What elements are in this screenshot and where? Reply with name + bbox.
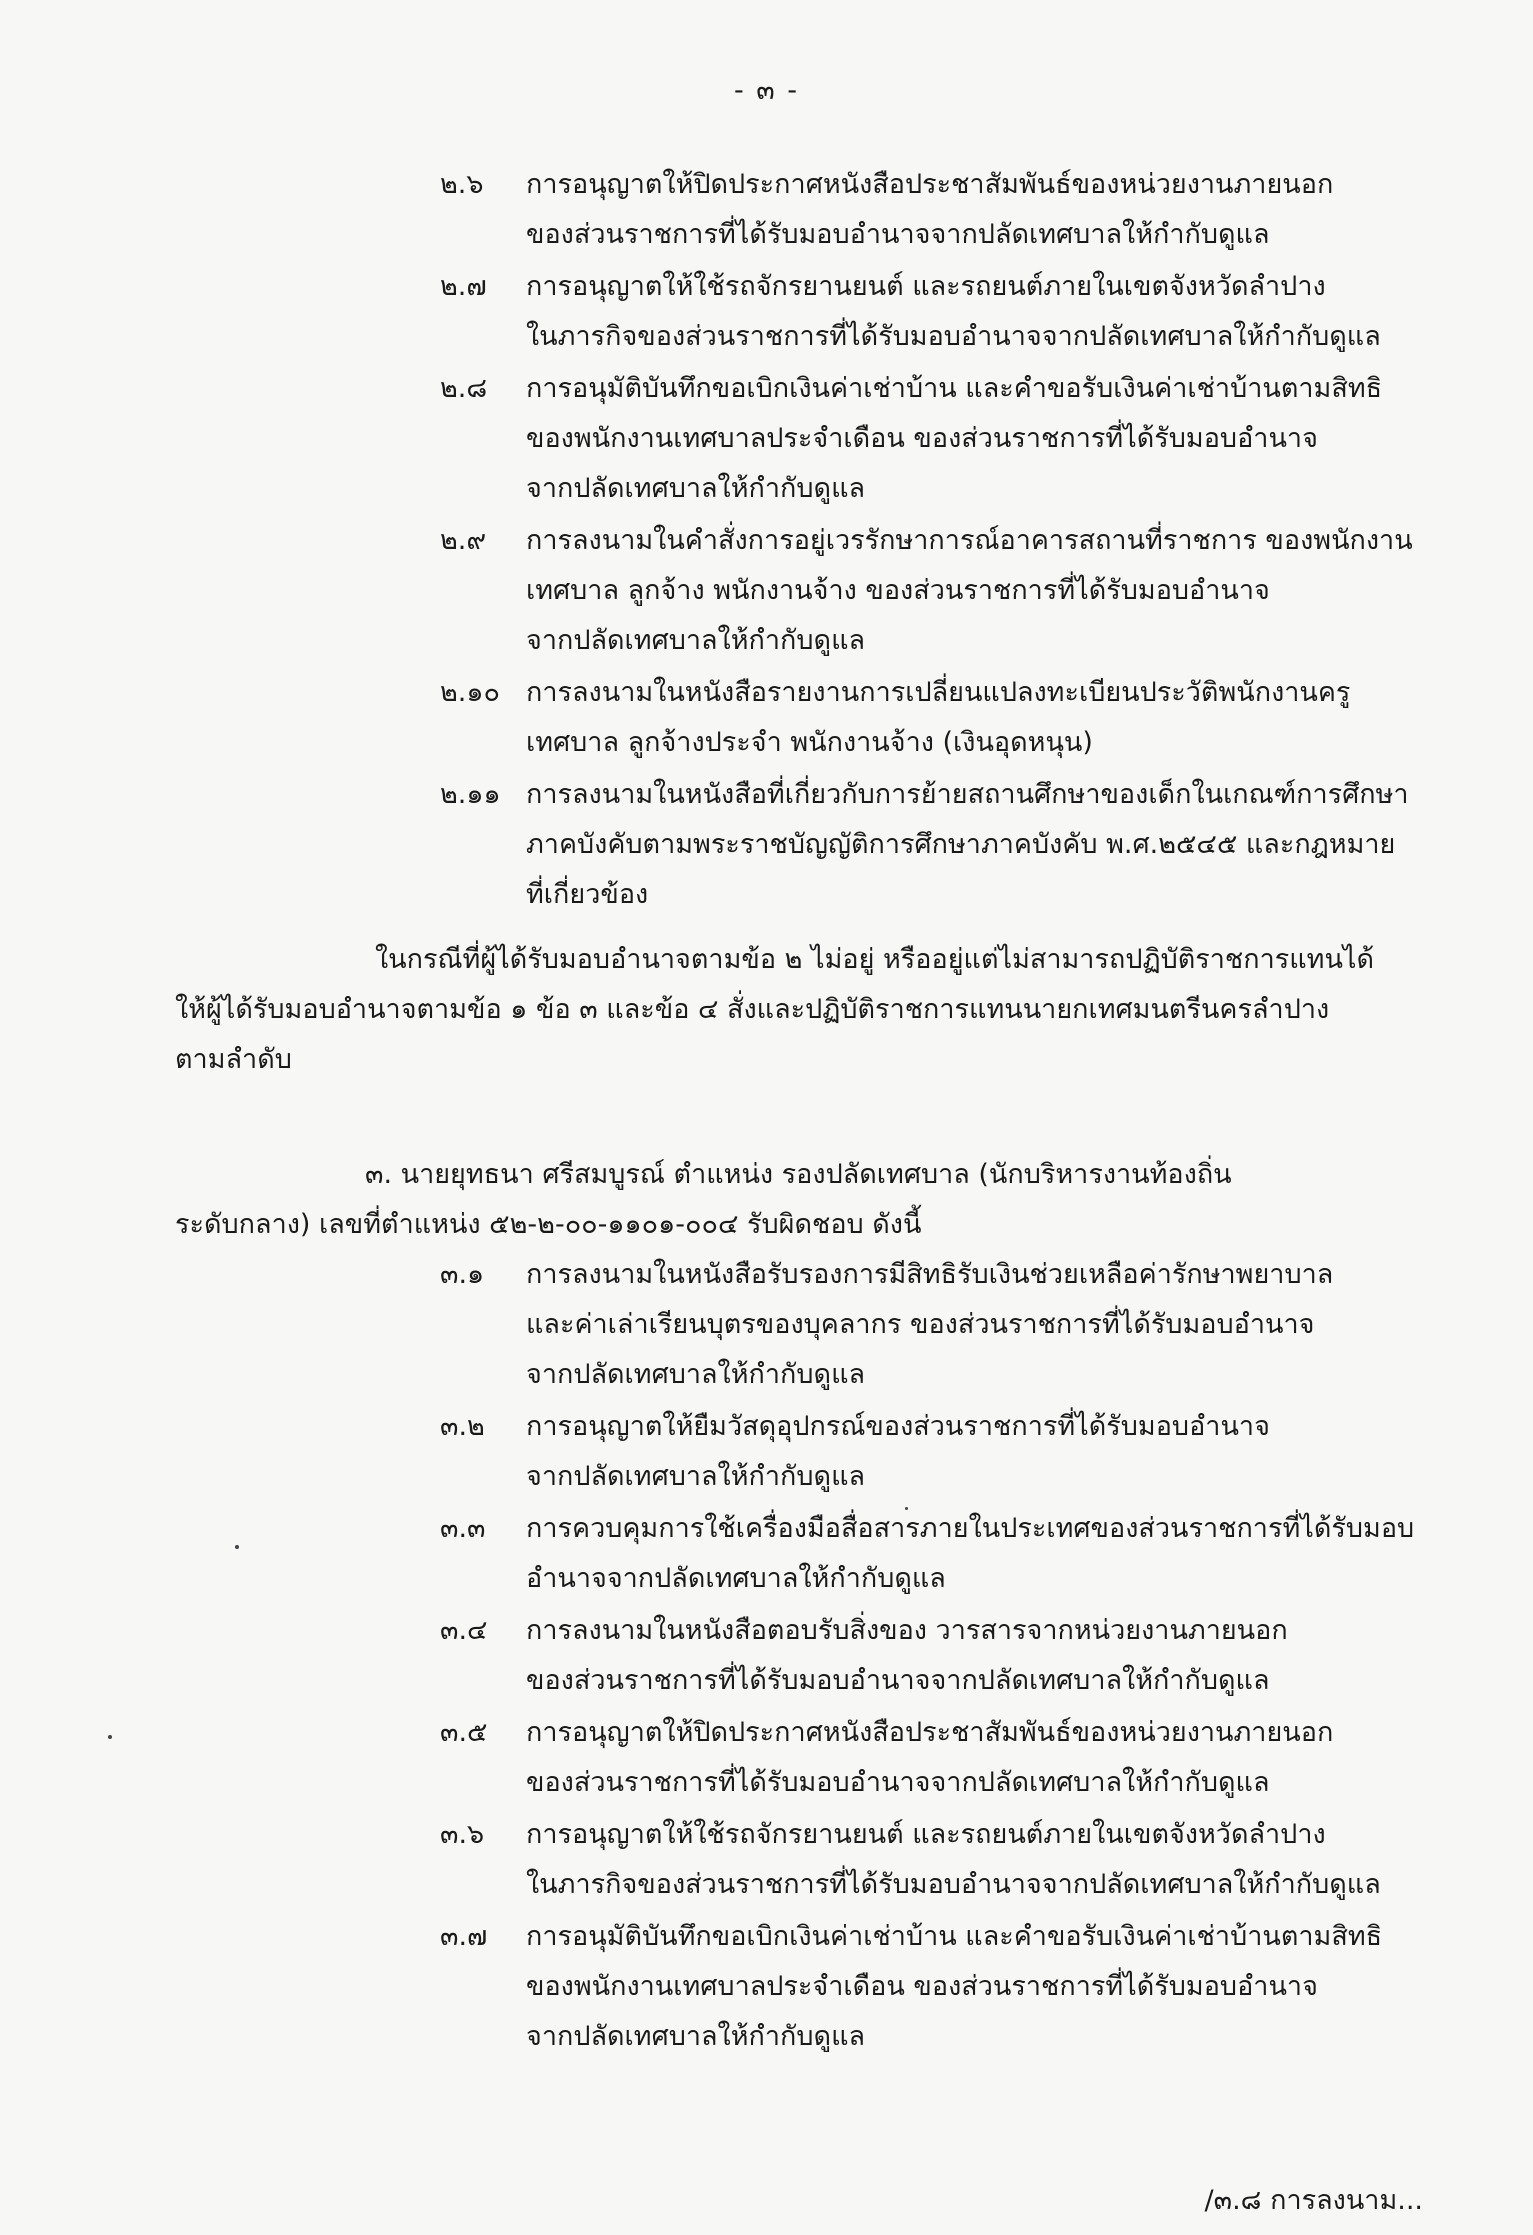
heading-line: ๓. นายยุทธนา ศรีสมบูรณ์ ตำแหน่ง รองปลัดเทศบาล (นักบริหารงานท้องถิ่น (365, 1159, 1232, 1190)
item-line: การอนุมัติบันทึกขอเบิกเงินค่าเช่าบ้าน และคำขอรับเงินค่าเช่าบ้านตามสิทธิ (526, 373, 1383, 404)
item-number: ๓.๗ (440, 1921, 488, 1952)
item-line: ของส่วนราชการที่ได้รับมอบอำนาจจากปลัดเทศบาลให้กำกับดูแล (526, 1665, 1270, 1696)
item-line: การอนุญาตให้ใช้รถจักรยานยนต์ และรถยนต์ภายในเขตจังหวัดลำปาง (526, 271, 1326, 302)
section-3-heading (175, 1150, 1232, 1250)
item-line: การอนุญาตให้ปิดประกาศหนังสือประชาสัมพันธ์ของหน่วยงานภายนอก (526, 169, 1334, 200)
numbered-item (440, 262, 1440, 362)
item-line: การอนุมัติบันทึกขอเบิกเงินค่าเช่าบ้าน และคำขอรับเงินค่าเช่าบ้านตามสิทธิ (526, 1921, 1383, 1952)
numbered-item (440, 1708, 1440, 1808)
item-line: การควบคุมการใช้เครื่องมือสื่อสารภายในประเทศของส่วนราชการที่ได้รับมอบ (526, 1513, 1415, 1544)
item-line: ในภารกิจของส่วนราชการที่ได้รับมอบอำนาจจากปลัดเทศบาลให้กำกับดูแล (526, 1869, 1381, 1900)
numbered-item (440, 1250, 1440, 1400)
item-number: ๒.๖ (440, 169, 484, 200)
numbered-item (440, 364, 1440, 514)
paragraph-line: ตามลำดับ (175, 1044, 292, 1075)
continuation-reference: /๓.๘ การลงนาม... (1204, 2185, 1423, 2216)
item-line: ที่เกี่ยวข้อง (526, 879, 649, 910)
item-number: ๒.๑๐ (440, 677, 500, 708)
numbered-item (440, 1402, 1440, 1502)
item-line: เทศบาล ลูกจ้าง พนักงานจ้าง ของส่วนราชการที่ได้รับมอบอำนาจ (526, 575, 1270, 606)
numbered-item (440, 1810, 1440, 1910)
item-line: ในภารกิจของส่วนราชการที่ได้รับมอบอำนาจจากปลัดเทศบาลให้กำกับดูแล (526, 321, 1381, 352)
item-line: จากปลัดเทศบาลให้กำกับดูแล (526, 1359, 866, 1390)
item-number: ๓.๕ (440, 1717, 488, 1748)
item-line: ของส่วนราชการที่ได้รับมอบอำนาจจากปลัดเทศบาลให้กำกับดูแล (526, 1767, 1270, 1798)
item-line: อำนาจจากปลัดเทศบาลให้กำกับดูแล (526, 1563, 946, 1594)
item-line: ของพนักงานเทศบาลประจำเดือน ของส่วนราชการที่ได้รับมอบอำนาจ (526, 423, 1318, 454)
paragraph-line: ให้ผู้ได้รับมอบอำนาจตามข้อ ๑ ข้อ ๓ และข้อ ๔ สั่งและปฏิบัติราชการแทนนายกเทศมนตรีนครลำปาง (175, 994, 1330, 1025)
item-line: ของพนักงานเทศบาลประจำเดือน ของส่วนราชการที่ได้รับมอบอำนาจ (526, 1971, 1318, 2002)
item-line: ภาคบังคับตามพระราชบัญญัติการศึกษาภาคบังคับ พ.ศ.๒๕๔๕ และกฎหมาย (526, 829, 1396, 860)
item-line: เทศบาล ลูกจ้างประจำ พนักงานจ้าง (เงินอุดหนุน) (526, 727, 1093, 758)
page-number: - ๓ - (733, 75, 800, 106)
item-line: การลงนามในหนังสือรับรองการมีสิทธิรับเงินช่วยเหลือค่ารักษาพยาบาล (526, 1259, 1334, 1290)
item-line: จากปลัดเทศบาลให้กำกับดูแล (526, 1461, 866, 1492)
numbered-item (440, 516, 1440, 666)
item-number: ๓.๑ (440, 1259, 485, 1290)
item-line: การลงนามในหนังสือที่เกี่ยวกับการย้ายสถานศึกษาของเด็กในเกณฑ์การศึกษา (526, 779, 1409, 810)
scan-speck (108, 1735, 112, 1739)
item-line: ของส่วนราชการที่ได้รับมอบอำนาจจากปลัดเทศบาลให้กำกับดูแล (526, 219, 1270, 250)
item-line: การลงนามในคำสั่งการอยู่เวรรักษาการณ์อาคารสถานที่ราชการ ของพนักงาน (526, 525, 1413, 556)
item-line: การอนุญาตให้ยืมวัสดุอุปกรณ์ของส่วนราชการที่ได้รับมอบอำนาจ (526, 1411, 1270, 1442)
heading-line: ระดับกลาง) เลขที่ตำแหน่ง ๕๒-๒-๐๐-๑๑๐๑-๐๐๔ รับผิดชอบ ดังนี้ (175, 1209, 922, 1240)
numbered-item (440, 770, 1440, 920)
delegation-paragraph (175, 935, 1374, 1085)
item-number: ๓.๔ (440, 1615, 488, 1646)
item-line: การอนุญาตให้ปิดประกาศหนังสือประชาสัมพันธ์ของหน่วยงานภายนอก (526, 1717, 1334, 1748)
numbered-item (440, 1912, 1440, 2062)
item-line: และค่าเล่าเรียนบุตรของบุคลากร ของส่วนราชการที่ได้รับมอบอำนาจ (526, 1309, 1315, 1340)
numbered-item (440, 1606, 1440, 1706)
item-line: จากปลัดเทศบาลให้กำกับดูแล (526, 473, 866, 504)
item-number: ๒.๘ (440, 373, 488, 404)
item-line: การลงนามในหนังสือรายงานการเปลี่ยนแปลงทะเบียนประวัติพนักงานครู (526, 677, 1351, 708)
numbered-item (440, 160, 1440, 260)
item-number: ๒.๗ (440, 271, 487, 302)
item-line: จากปลัดเทศบาลให้กำกับดูแล (526, 625, 866, 656)
paragraph-line: ในกรณีที่ผู้ได้รับมอบอำนาจตามข้อ ๒ ไม่อยู่ หรืออยู่แต่ไม่สามารถปฏิบัติราชการแทนได้ (375, 944, 1375, 975)
item-number: ๒.๙ (440, 525, 487, 556)
item-line: การลงนามในหนังสือตอบรับสิ่งของ วารสารจากหน่วยงานภายนอก (526, 1615, 1288, 1646)
item-number: ๓.๒ (440, 1411, 485, 1442)
item-number: ๓.๖ (440, 1819, 485, 1850)
scan-speck (905, 1507, 908, 1510)
numbered-item (440, 1504, 1440, 1604)
item-number: ๓.๓ (440, 1513, 486, 1544)
item-line: จากปลัดเทศบาลให้กำกับดูแล (526, 2021, 866, 2052)
item-line: การอนุญาตให้ใช้รถจักรยานยนต์ และรถยนต์ภายในเขตจังหวัดลำปาง (526, 1819, 1326, 1850)
numbered-item (440, 668, 1440, 768)
scan-speck (235, 1545, 239, 1549)
item-number: ๒.๑๑ (440, 779, 501, 810)
